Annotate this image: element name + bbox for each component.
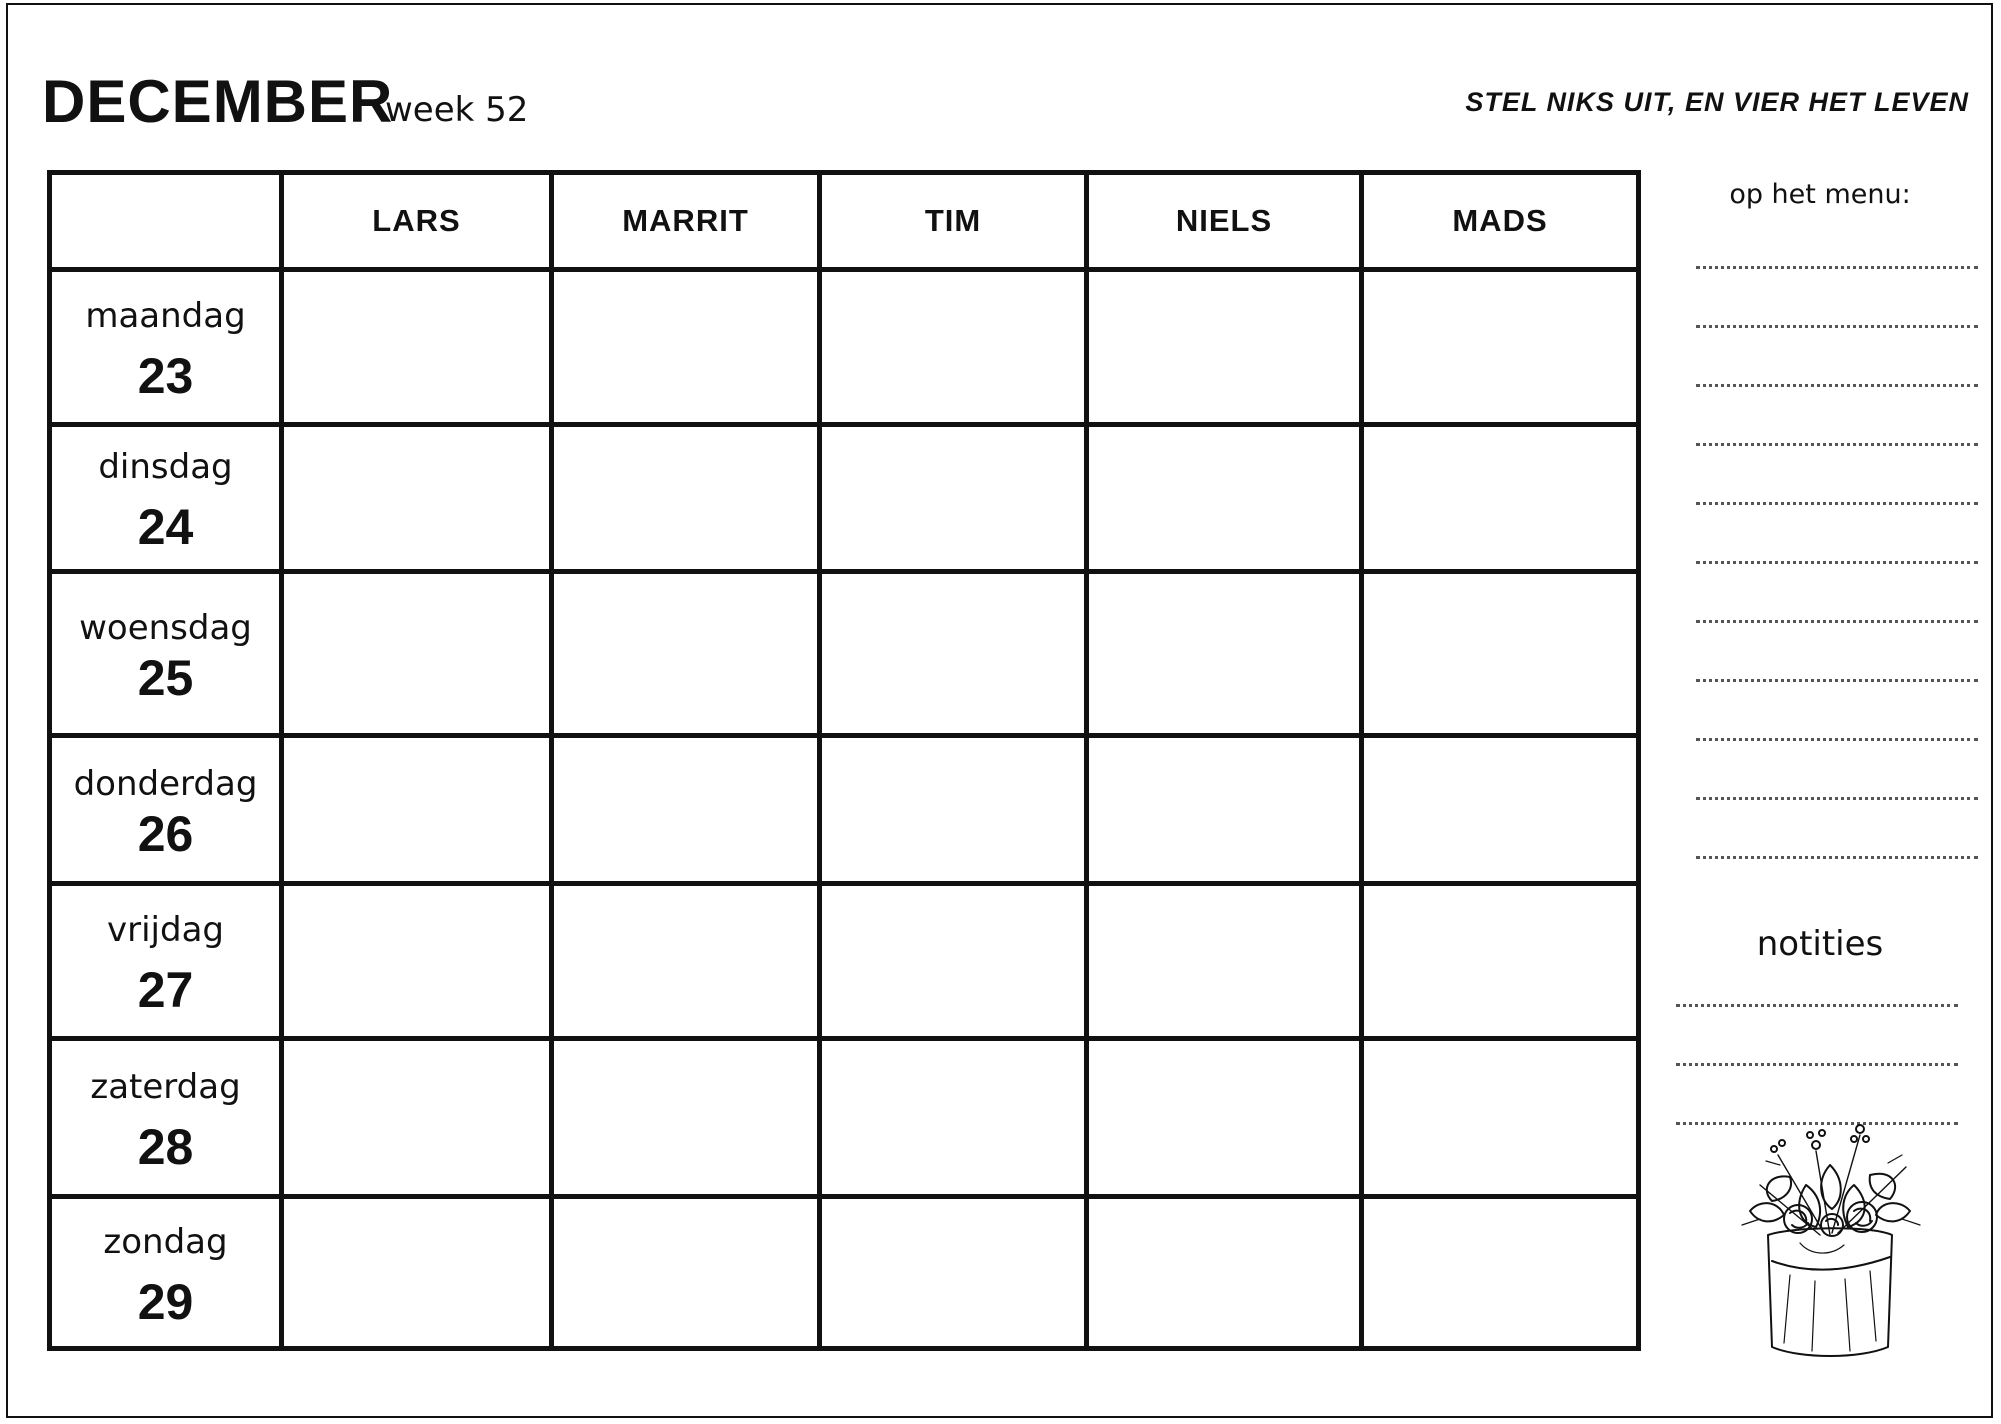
planner-cell[interactable] (1364, 1041, 1636, 1199)
day-date: 28 (137, 1118, 194, 1175)
day-name: vrijdag (107, 910, 224, 950)
day-label-dinsdag (52, 427, 284, 574)
notes-title: notities (1756, 924, 1884, 964)
day-label-maandag (52, 272, 284, 427)
day-name: zondag (103, 1221, 228, 1262)
column-header-tim: TIM (822, 175, 1089, 272)
menu-write-line[interactable] (1696, 384, 1978, 387)
column-header-marrit: MARRIT (554, 175, 822, 272)
planner-cell[interactable] (1089, 272, 1364, 427)
planner-cell[interactable] (1364, 738, 1636, 886)
menu-write-line[interactable] (1696, 797, 1978, 800)
menu-title: op het menu: (1729, 179, 1911, 210)
day-name: donderdag (73, 763, 258, 804)
planner-cell[interactable] (1089, 886, 1364, 1041)
day-date: 29 (137, 1273, 194, 1330)
planner-cell[interactable] (554, 738, 822, 886)
planner-cell[interactable] (284, 574, 554, 738)
week-label: week 52 (385, 90, 529, 130)
planner-cell[interactable] (1364, 574, 1636, 738)
day-name: dinsdag (98, 447, 233, 487)
notes-write-line[interactable] (1676, 1063, 1958, 1066)
planner-cell[interactable] (1089, 738, 1364, 886)
menu-write-line[interactable] (1696, 738, 1978, 741)
column-header-lars: LARS (284, 175, 554, 272)
planner-cell[interactable] (1364, 427, 1636, 574)
menu-write-line[interactable] (1696, 502, 1978, 505)
day-label-zondag (52, 1199, 284, 1346)
planner-cell[interactable] (284, 1199, 554, 1346)
column-header-mads: MADS (1364, 175, 1636, 272)
day-name: woensdag (79, 607, 252, 648)
menu-write-line[interactable] (1696, 325, 1978, 328)
planner-cell[interactable] (1364, 886, 1636, 1041)
day-date: 24 (137, 499, 194, 555)
planner-cell[interactable] (284, 886, 554, 1041)
weekly-planner-table (47, 170, 1641, 1351)
day-date: 27 (137, 962, 194, 1018)
planner-cell[interactable] (284, 272, 554, 427)
planner-cell[interactable] (822, 886, 1089, 1041)
planner-cell[interactable] (284, 738, 554, 886)
menu-write-line[interactable] (1696, 266, 1978, 269)
menu-write-line[interactable] (1696, 620, 1978, 623)
planner-cell[interactable] (554, 1199, 822, 1346)
menu-write-line[interactable] (1696, 856, 1978, 859)
day-date: 25 (137, 649, 194, 706)
day-label-woensdag (52, 574, 284, 738)
day-label-vrijdag (52, 886, 284, 1041)
planner-cell[interactable] (1364, 1199, 1636, 1346)
planner-cell[interactable] (1089, 574, 1364, 738)
planner-cell[interactable] (554, 272, 822, 427)
day-name: maandag (85, 296, 246, 336)
day-date: 23 (137, 348, 194, 404)
planner-cell[interactable] (822, 738, 1089, 886)
day-label-donderdag (52, 738, 284, 886)
planner-cell[interactable] (822, 574, 1089, 738)
planner-cell[interactable] (554, 1041, 822, 1199)
planner-cell[interactable] (1364, 272, 1636, 427)
planner-cell[interactable] (822, 1041, 1089, 1199)
planner-cell[interactable] (822, 272, 1089, 427)
planner-cell[interactable] (1089, 1041, 1364, 1199)
slogan: STEL NIKS UIT, EN VIER HET LEVEN (1465, 87, 1969, 117)
day-label-zaterdag (52, 1041, 284, 1199)
column-header-niels: NIELS (1089, 175, 1364, 272)
planner-cell[interactable] (554, 886, 822, 1041)
flower-bouquet-icon (1720, 1115, 1940, 1365)
planner-cell[interactable] (822, 1199, 1089, 1346)
corner-cell (52, 175, 284, 272)
menu-write-line[interactable] (1696, 443, 1978, 446)
day-name: zaterdag (90, 1066, 241, 1107)
month-title: DECEMBER (42, 68, 394, 135)
planner-cell[interactable] (1089, 1199, 1364, 1346)
day-date: 26 (137, 805, 194, 862)
menu-write-line[interactable] (1696, 679, 1978, 682)
planner-cell[interactable] (284, 1041, 554, 1199)
notes-write-line[interactable] (1676, 1004, 1958, 1007)
planner-cell[interactable] (1089, 427, 1364, 574)
planner-cell[interactable] (822, 427, 1089, 574)
planner-cell[interactable] (284, 427, 554, 574)
planner-cell[interactable] (554, 427, 822, 574)
planner-cell[interactable] (554, 574, 822, 738)
menu-write-line[interactable] (1696, 561, 1978, 564)
